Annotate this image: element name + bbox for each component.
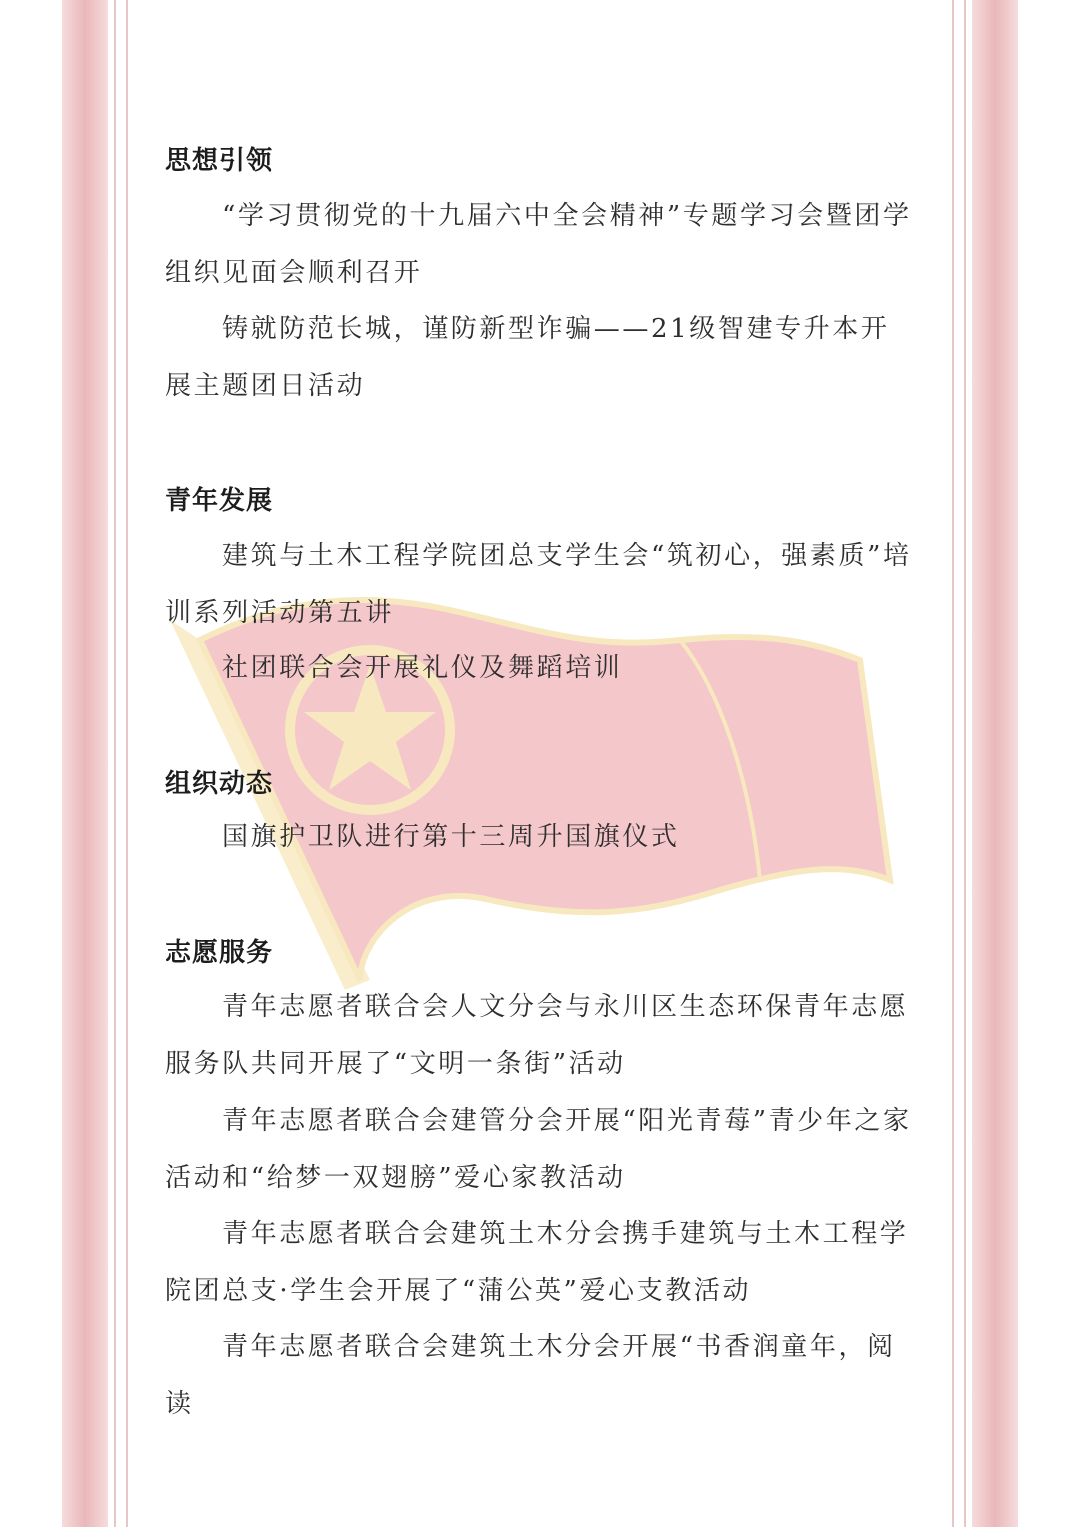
news-item: 青年志愿者联合会人文分会与永川区生态环保青年志愿服务队共同开展了“文明一条街”活动 bbox=[165, 992, 909, 1079]
news-item: 青年志愿者联合会建管分会开展“阳光青莓”青少年之家活动和“给梦一双翅膀”爱心家教活动 bbox=[165, 1106, 912, 1193]
right-inner-border bbox=[952, 0, 966, 1527]
news-item: 铸就防范长城，谨防新型诈骗——21级智建专升本开展主题团日活动 bbox=[165, 314, 890, 401]
section-title-youth-development: 青年发展 bbox=[165, 486, 274, 516]
left-decorative-border bbox=[62, 0, 108, 1527]
left-inner-border bbox=[114, 0, 128, 1527]
news-item: 建筑与土木工程学院团总支学生会“筑初心，强素质”培训系列活动第五讲 bbox=[165, 541, 912, 628]
news-item: “学习贯彻党的十九届六中全会精神”专题学习会暨团学组织见面会顺利召开 bbox=[165, 201, 912, 288]
news-item: 社团联合会开展礼仪及舞蹈培训 bbox=[222, 653, 623, 683]
news-item: 青年志愿者联合会建筑土木分会开展“书香润童年，阅读 bbox=[165, 1332, 896, 1419]
section-title-volunteer-service: 志愿服务 bbox=[165, 938, 274, 968]
news-item: 国旗护卫队进行第十三周升国旗仪式 bbox=[222, 822, 680, 852]
right-decorative-border bbox=[972, 0, 1018, 1527]
section-title-organization-news: 组织动态 bbox=[165, 769, 274, 799]
news-item: 青年志愿者联合会建筑土木分会携手建筑与土木工程学院团总支·学生会开展了“蒲公英”爱心支教活动 bbox=[165, 1219, 909, 1306]
section-title-ideological-guidance: 思想引领 bbox=[165, 146, 274, 176]
